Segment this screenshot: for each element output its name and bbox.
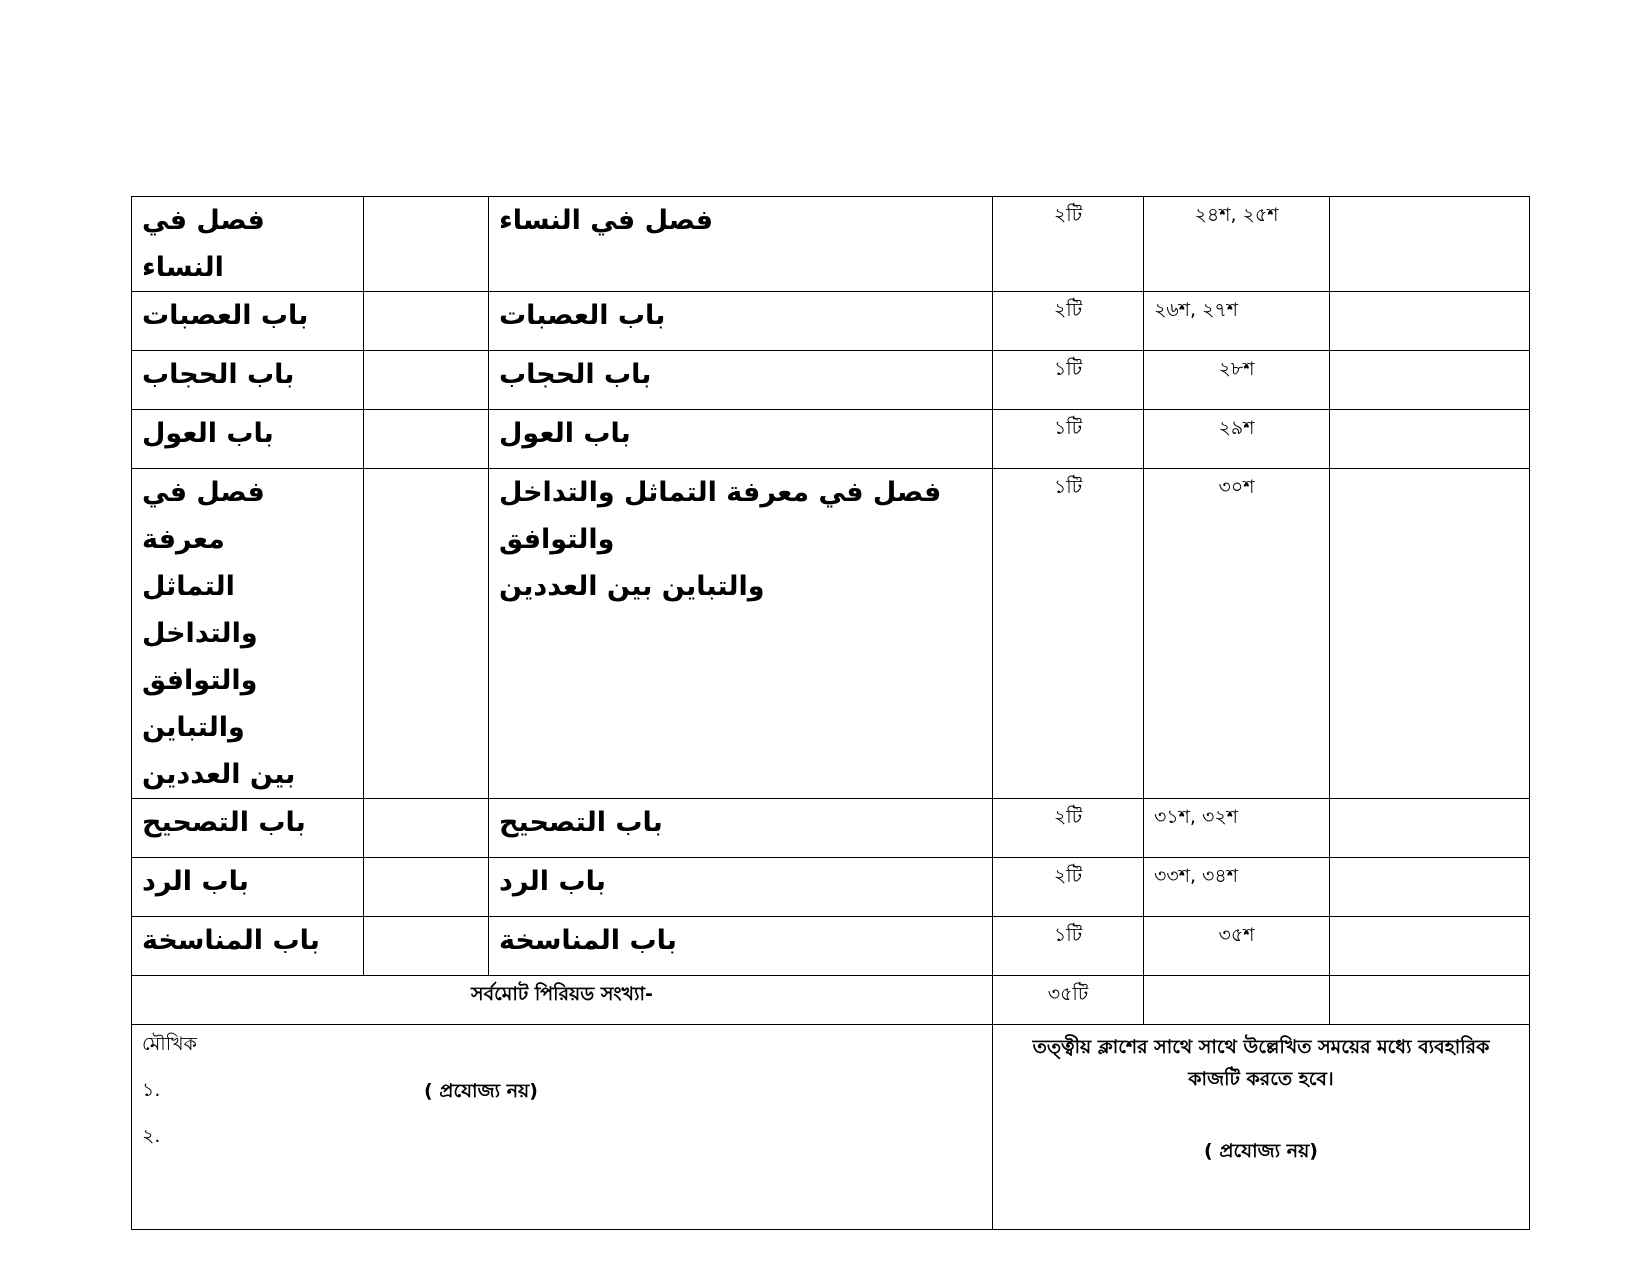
class-number-cell: ৩০শ [1144,469,1330,799]
chapter-cell: باب المناسخة [132,917,364,976]
chapter-cell: باب الرد [132,858,364,917]
topic-cell: باب الرد [489,858,993,917]
class-number-cell: ২৯শ [1144,410,1330,469]
table-row [132,917,1530,976]
topic-cell: باب الحجاب [489,351,993,410]
class-number-cell: ২৮শ [1144,351,1330,410]
remarks-cell [1330,917,1530,976]
empty-cell [364,917,489,976]
periods-cell: ১টি [993,917,1144,976]
oral-title: মৌখিক [142,1033,197,1055]
chapter-cell: باب العصبات [132,292,364,351]
remarks-cell [1330,799,1530,858]
practical-not-applicable: ( প্রযোজ্য নয়) [1204,1140,1318,1162]
chapter-cell: باب الحجاب [132,351,364,410]
empty-cell [364,858,489,917]
class-number-cell: ২৪শ, ২৫শ [1144,197,1330,292]
remarks-cell [1330,351,1530,410]
periods-cell: ১টি [993,469,1144,799]
topic-cell: باب العول [489,410,993,469]
class-number-cell: ৩১শ, ৩২শ [1144,799,1330,858]
empty-cell [364,469,489,799]
class-number-cell: ৩৫শ [1144,917,1330,976]
periods-cell: ১টি [993,351,1144,410]
table-row [132,292,1530,351]
oral-item-2: ২. [142,1125,161,1147]
class-number-cell: ২৬শ, ২৭শ [1144,292,1330,351]
periods-cell: ২টি [993,197,1144,292]
topic-cell: باب العصبات [489,292,993,351]
practical-note: তত্ত্বীয় ক্লাশের সাথে সাথে উল্লেখিত সময়ের মধ্যে ব্যবহারিক কাজটি করতে হবে। [1032,1036,1490,1090]
practical-section [993,1025,1530,1230]
remarks-cell [1330,469,1530,799]
table-row [132,197,1530,292]
chapter-cell: فصل في النساء [132,197,364,292]
remarks-cell [1330,858,1530,917]
table-row [132,351,1530,410]
remarks-cell [1330,197,1530,292]
periods-cell: ২টি [993,858,1144,917]
topic-cell: باب المناسخة [489,917,993,976]
periods-cell: ১টি [993,410,1144,469]
remarks-cell [1330,292,1530,351]
periods-cell: ২টি [993,292,1144,351]
empty-cell [364,351,489,410]
total-value-cell: ৩৫টি [993,976,1144,1025]
topic-cell: فصل في النساء [489,197,993,292]
topic-cell: باب التصحيح [489,799,993,858]
empty-cell [1330,976,1530,1025]
class-number-cell: ৩৩শ, ৩৪শ [1144,858,1330,917]
empty-cell [364,410,489,469]
footer-row [132,1025,1530,1230]
empty-cell [364,197,489,292]
chapter-cell: باب التصحيح [132,799,364,858]
table-row [132,410,1530,469]
chapter-cell: فصل في معرفة التماثل والتداخل والتوافق والتباين بين العددين [132,469,364,799]
table-row [132,799,1530,858]
oral-not-applicable: ( প্রযোজ্য নয়) [424,1080,538,1102]
empty-cell [1144,976,1330,1025]
total-row [132,976,1530,1025]
table-row [132,469,1530,799]
empty-cell [364,799,489,858]
oral-section [132,1025,993,1230]
remarks-cell [1330,410,1530,469]
oral-item-1: ১. [142,1079,161,1101]
empty-cell [364,292,489,351]
total-label-cell: সর্বমোট পিরিয়ড সংখ্যা- [132,976,993,1025]
topic-cell: فصل في معرفة التماثل والتداخل والتوافق والتباين بين العددين [489,469,993,799]
syllabus-table [131,196,1530,1230]
periods-cell: ২টি [993,799,1144,858]
table-row [132,858,1530,917]
chapter-cell: باب العول [132,410,364,469]
